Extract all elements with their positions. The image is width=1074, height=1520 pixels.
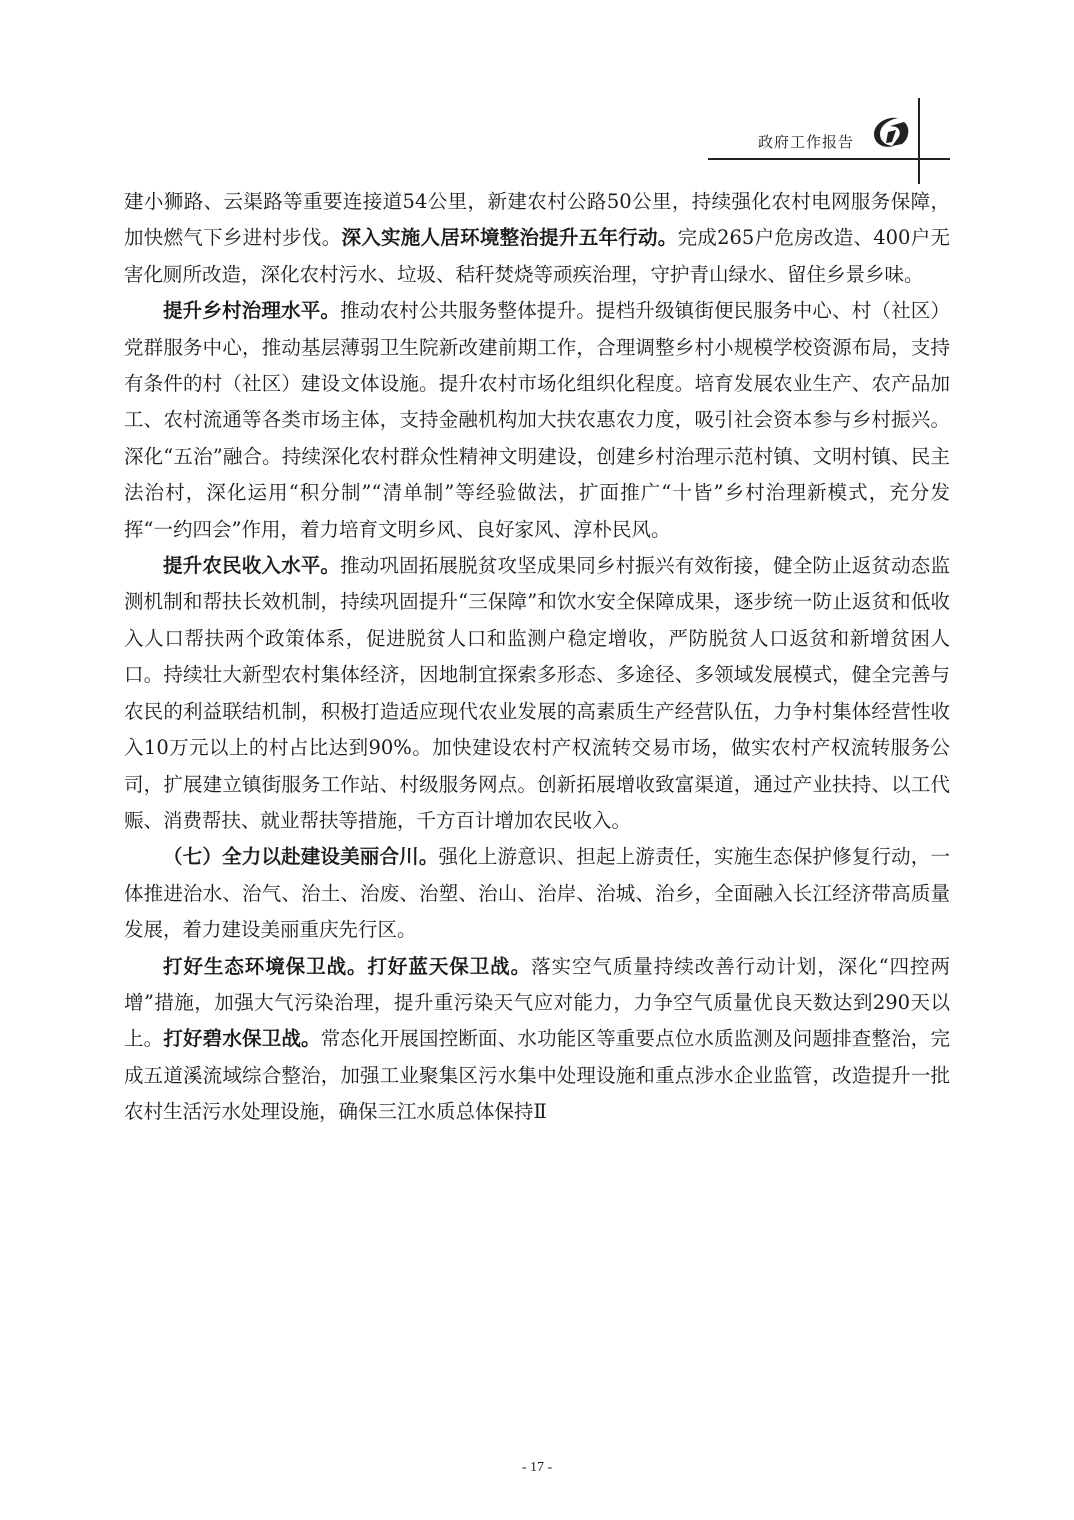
bold-heading-run: 打好蓝天保卫战。: [367, 954, 532, 978]
text-run: 建小狮路、云渠路等重要连接道54公里，新建农村公路50公里，持续强化农村电网服务保障，加快燃气下乡进村步伐。: [124, 190, 950, 250]
bold-heading-run: 打好碧水保卫战。: [163, 1027, 321, 1051]
text-run: 强化上游意识、担起上游责任，实施生态保护修复行动，一体推进治水、治气、治土、治废、治塑、治山、治岸、治城、治乡，全面融入长江经济带高质量发展，着力建设美丽重庆先行区。: [124, 845, 950, 942]
page-header: [0, 0, 1074, 190]
text-run: 完成265户危房改造、400户无害化厕所改造，深化农村污水、垃圾、秸秆焚烧等顽疾治理，守护青山绿水、留住乡景乡味。: [124, 226, 950, 286]
bold-heading-run: 打好生态环境保卫战。: [163, 954, 368, 978]
body-paragraph: [124, 949, 950, 1131]
text-run: 推动巩固拓展脱贫攻坚成果同乡村振兴有效衔接，健全防止返贫动态监测机制和帮扶长效机制，持续巩固提升“三保障”和饮水安全保障成果，逐步统一防止返贫和低收入人口帮扶两个政策体系，促进脱贫人口和监测户稳定增收，严防脱贫人口返贫和新增贫困人口。持续壮大新型农村集体经济，因地制宜探索多形态、多途径、多领域发展模式，健全完善与农民的利益联结机制，积极打造适应现代农业发展的高素质生产经营队伍，力争村集体经营性收入10万元以上的村占比达到90%。加快建设农村产权流转交易市场，做实农村产权流转服务公司，扩展建立镇街服务工作站、村级服务网点。创新拓展增收致富渠道，通过产业扶持、以工代赈、消费帮扶、就业帮扶等措施，千方百计增加农民收入。: [124, 554, 950, 832]
document-body: [124, 184, 950, 1131]
header-rule: [708, 158, 950, 160]
body-paragraph: [124, 548, 950, 839]
body-paragraph: [124, 293, 950, 548]
text-run: 推动农村公共服务整体提升。提档升级镇街便民服务中心、村（社区）党群服务中心，推动基层薄弱卫生院新改建前期工作，合理调整乡村小规模学校资源布局，支持有条件的村（社区）建设文体设施。提升农村市场化组织化程度。培育发展农业生产、农产品加工、农村流通等各类市场主体，支持金融机构加大扶农惠农力度，吸引社会资本参与乡村振兴。深化“五治”融合。持续深化农村群众性精神文明建设，创建乡村治理示范村镇、文明村镇、民主法治村，深化运用“积分制”“清单制”等经验做法，扩面推广“十皆”乡村治理新模式，充分发挥“一约四会”作用，着力培育文明乡风、良好家风、淳朴民风。: [124, 299, 950, 541]
report-emblem-icon: [868, 112, 914, 152]
header-title: 政府工作报告: [758, 133, 855, 151]
page-number: - 17 -: [521, 1460, 553, 1475]
body-paragraph: [124, 839, 950, 948]
body-paragraph: [124, 184, 950, 293]
bold-heading-run: 提升农民收入水平。: [163, 554, 341, 578]
bold-heading-run: （七）全力以赴建设美丽合川。: [163, 845, 439, 869]
text-run: 落实空气质量持续改善行动计划，深化“四控两增”措施，加强大气污染治理，提升重污染天气应对能力，力争空气质量优良天数达到290天以上。: [124, 954, 950, 1051]
bold-heading-run: 深入实施人居环境整治提升五年行动。: [341, 226, 678, 250]
header-vertical-rule: [918, 98, 920, 184]
bold-heading-run: 提升乡村治理水平。: [163, 299, 341, 323]
text-run: 常态化开展国控断面、水功能区等重要点位水质监测及问题排查整治，完成五道溪流域综合整治，加强工业聚集区污水集中处理设施和重点涉水企业监管，改造提升一批农村生活污水处理设施，确保三江水质总体保持Ⅱ: [124, 1027, 950, 1124]
